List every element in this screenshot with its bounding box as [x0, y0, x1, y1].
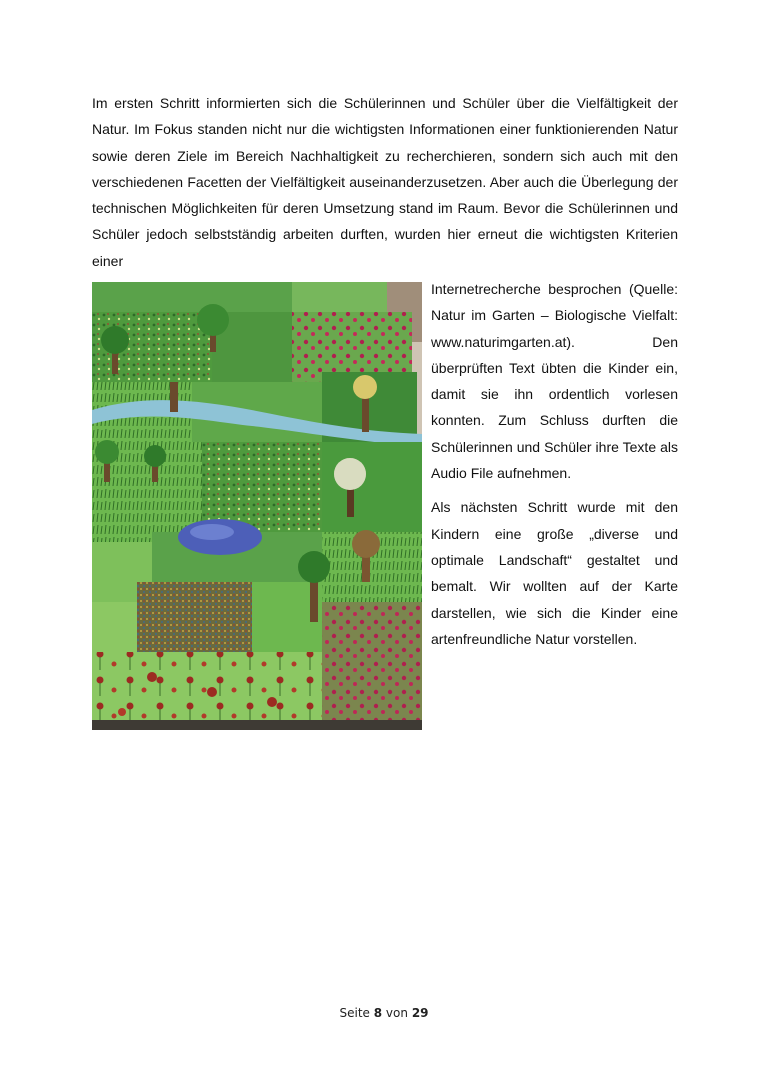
landscape-painting-photo: [92, 282, 422, 730]
footer-middle: von: [385, 1006, 408, 1020]
page-footer: [0, 1006, 768, 1020]
footer-current-page: 8: [373, 1006, 383, 1020]
intro-paragraph: Im ersten Schritt informierten sich die Schülerinnen und Schüler über die Vielfältigkeit der Natur. Im Fokus standen nicht nur die wichtigsten Informationen einer funktionierenden Natur sowie deren Ziele im Bereich Nachhaltigkeit zu recherchieren, sondern sich auch mit den verschiedenen Facetten der Vielfältigkeit auseinanderzusetzen. Aber auch die Überlegung der technischen Möglichkeiten für deren Umsetzung stand im Raum. Bevor die Schülerinnen und Schüler jedoch selbstständig arbeiten durften, wurden hier erneut die wichtigsten Kriterien einer: [92, 95, 678, 269]
side-text: [431, 276, 678, 660]
side-paragraph-1: Internetrecherche besprochen (Quelle: Natur im Garten – Biologische Vielfalt: www.naturimgarten.at). Den überprüften Text übten die Kinder ein, damit sie ihn ordentlich vorlesen konnten. Zum Schluss durften die Schülerinnen und Schüler ihre Texte als Audio File aufnehmen.: [431, 281, 678, 482]
footer-prefix: Seite: [339, 1006, 370, 1020]
side-paragraph-2: Als nächsten Schritt wurde mit den Kindern eine große „diverse und optimale Landschaft“ gestaltet und bemalt. Wir wollten auf der Karte darstellen, wie sich die Kinder eine artenfreundliche Natur vorstellen.: [431, 499, 678, 647]
intro-text: [92, 90, 678, 274]
footer-total-pages: 29: [411, 1006, 429, 1020]
